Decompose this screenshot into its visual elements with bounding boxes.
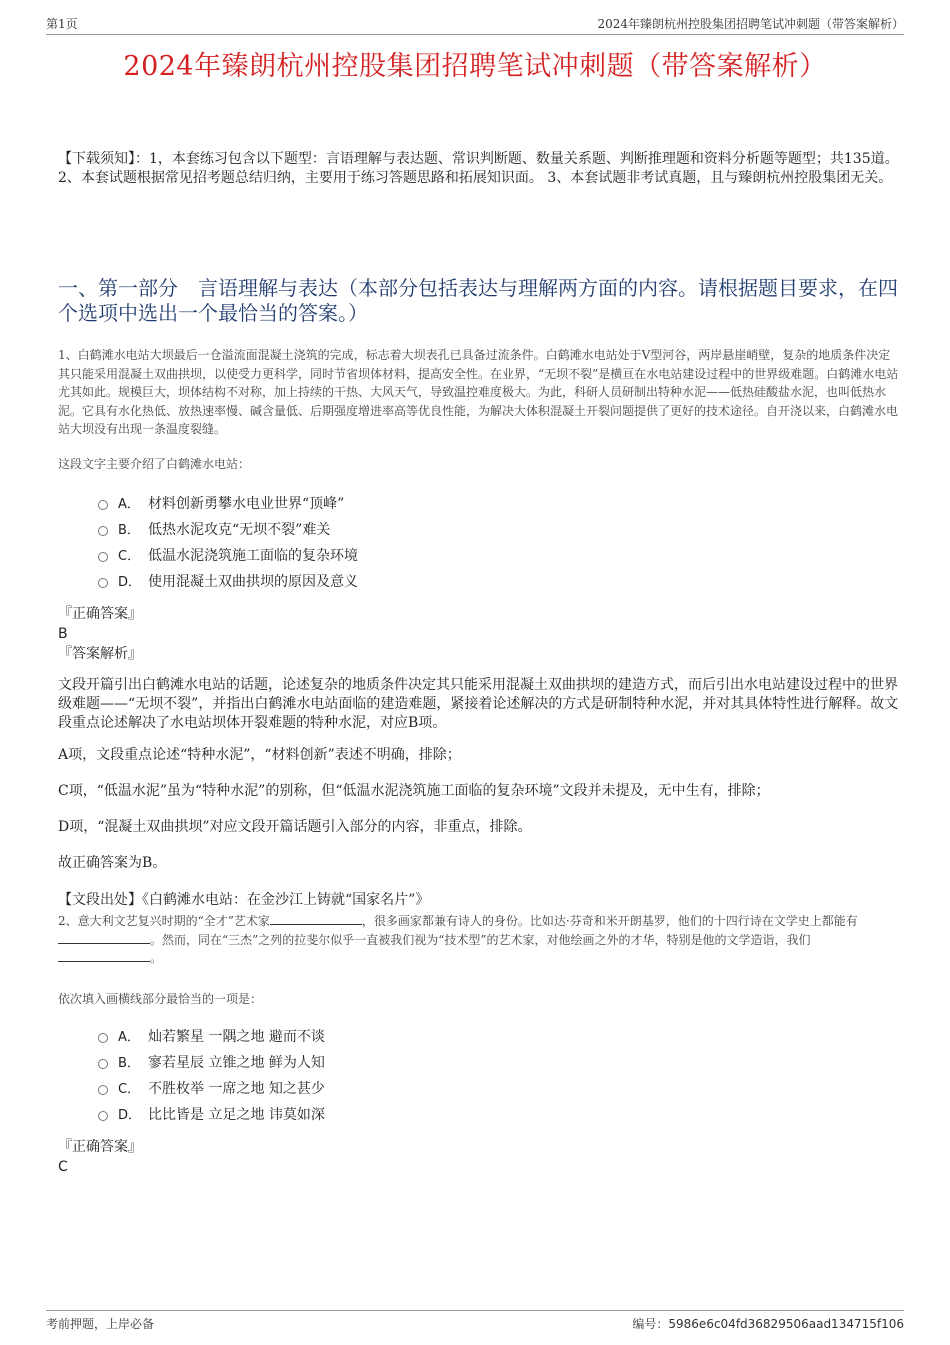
radio-icon[interactable] <box>98 578 108 588</box>
radio-icon[interactable] <box>98 1085 108 1095</box>
radio-icon[interactable] <box>98 1111 108 1121</box>
analysis-paragraph: C项，“低温水泥”虽为“特种水泥”的别称，但“低温水泥浇筑施工面临的复杂环境”文段并未提及，无中生有，排除； <box>58 782 770 799</box>
document-title: 2024年臻朗杭州控股集团招聘笔试冲刺题（带答案解析） <box>123 51 827 82</box>
option-c[interactable]: C． 低温水泥浇筑施工面临的复杂环境 <box>98 542 900 568</box>
radio-icon[interactable] <box>98 552 108 562</box>
analysis-paragraph: D项，“混凝土双曲拱坝”对应文段开篇话题引入部分的内容，非重点，排除。 <box>58 818 532 835</box>
fill-blank <box>58 933 150 944</box>
correct-answer: B <box>58 625 68 642</box>
page-footer <box>46 1310 904 1332</box>
header-title: 2024年臻朗杭州控股集团招聘笔试冲刺题（带答案解析） <box>597 17 904 31</box>
source-line: 【文段出处】《白鹤滩水电站：在金沙江上铸就“国家名片”》 <box>58 891 430 908</box>
radio-icon[interactable] <box>98 1059 108 1069</box>
radio-icon[interactable] <box>98 500 108 510</box>
option-a[interactable]: A． 灿若繁星 一隅之地 避而不谈 <box>98 1023 900 1049</box>
fill-blank <box>58 951 150 962</box>
download-notice: 【下载须知】：1，本套练习包含以下题型：言语理解与表达题、常识判断题、数量关系题、判断推理题和资料分析题等题型；共135道。 2、本套试题根据常见招考题总结归纳，主要用于练习答题思路和拓展知识面。 3、本套试题非考试真题，且与臻朗杭州控股集团无关。 <box>58 151 899 186</box>
fill-blank <box>270 914 362 925</box>
radio-icon[interactable] <box>98 1033 108 1043</box>
correct-answer-label: 『正确答案』 <box>58 1138 142 1155</box>
document-code: 编号：5986e6c04fd36829506aad134715f106 <box>632 1317 904 1331</box>
question-1-options <box>98 490 900 594</box>
section-heading: 一、第一部分 言语理解与表达（本部分包括表达与理解两方面的内容。请根据题目要求，在四个选项中选出一个最恰当的答案。） <box>58 276 898 325</box>
question-2-options <box>98 1023 900 1127</box>
option-d[interactable]: D． 使用混凝土双曲拱坝的原因及意义 <box>98 568 900 594</box>
question-1-text: 1、白鹤滩水电站大坝最后一仓溢流面混凝土浇筑的完成，标志着大坝表孔已具备过流条件。白鹤滩水电站处于V型河谷，两岸悬崖峭壁，复杂的地质条件决定其只能采用混凝土双曲拱坝，以使受力更科学，同时节省坝体材料，提高安全性。在业界，“无坝不裂”是横亘在水电站建设过程中的世界级难题。白鹤滩水电站尤其如此。规模巨大，坝体结构不对称，加上持续的干热、大风天气，导致温控难度极大。为此，科研人员研制出特种水泥——低热硅酸盐水泥，也叫低热水泥。它具有水化热低、放热速率慢、碱含量低、后期强度增进率高等优良性能，为解决大体积混凝土开裂问题提供了更好的技术途径。自开浇以来，白鹤滩水电站大坝没有出现一条温度裂缝。 <box>58 348 899 436</box>
option-b[interactable]: B． 寥若星辰 立锥之地 鲜为人知 <box>98 1049 900 1075</box>
page-number: 第1页 <box>46 17 78 31</box>
analysis-paragraph: 故正确答案为B。 <box>58 854 167 871</box>
option-c[interactable]: C． 不胜枚举 一席之地 知之甚少 <box>98 1075 900 1101</box>
option-b[interactable]: B． 低热水泥攻克“无坝不裂”难关 <box>98 516 900 542</box>
correct-answer-label: 『正确答案』 <box>58 605 142 622</box>
correct-answer: C <box>58 1158 68 1175</box>
question-2-prompt: 依次填入画横线部分最恰当的一项是： <box>58 991 263 1006</box>
answer-analysis <box>58 676 900 873</box>
analysis-paragraph: 文段开篇引出白鹤滩水电站的话题，论述复杂的地质条件决定其只能采用混凝土双曲拱坝的建造方式，而后引出水电站建设过程中的世界级难题——“无坝不裂”，并指出白鹤滩水电站面临的建造难题，紧接着论述解决的方式是研制特种水泥，并对其具体特性进行解释。故文段重点论述解决了水电站坝体开裂难题的特种水泥，对应B项。 <box>58 676 899 731</box>
option-d[interactable]: D． 比比皆是 立足之地 讳莫如深 <box>98 1101 900 1127</box>
question-1 <box>58 346 900 910</box>
option-a[interactable]: A． 材料创新勇攀水电业世界“顶峰” <box>98 490 900 516</box>
footer-slogan: 考前押题，上岸必备 <box>46 1317 155 1331</box>
question-2-text: 2、意大利文艺复兴时期的“全才”艺术家 ，很多画家都兼有诗人的身份。比如达·芬奇和米开朗基罗，他们的十四行诗在文学史上都能有。然而，同在“三杰”之列的拉斐尔似乎一直被我们视为“技术型”的艺术家，对他绘画之外的才华，特别是他的文学造诣，我们。 <box>58 914 858 965</box>
analysis-label: 『答案解析』 <box>58 645 142 662</box>
question-1-prompt: 这段文字主要介绍了白鹤滩水电站： <box>58 456 251 471</box>
question-2 <box>58 912 900 1177</box>
analysis-paragraph: A项，文段重点论述“特种水泥”，“材料创新”表述不明确，排除； <box>58 746 461 763</box>
page-header <box>46 10 904 35</box>
radio-icon[interactable] <box>98 526 108 536</box>
